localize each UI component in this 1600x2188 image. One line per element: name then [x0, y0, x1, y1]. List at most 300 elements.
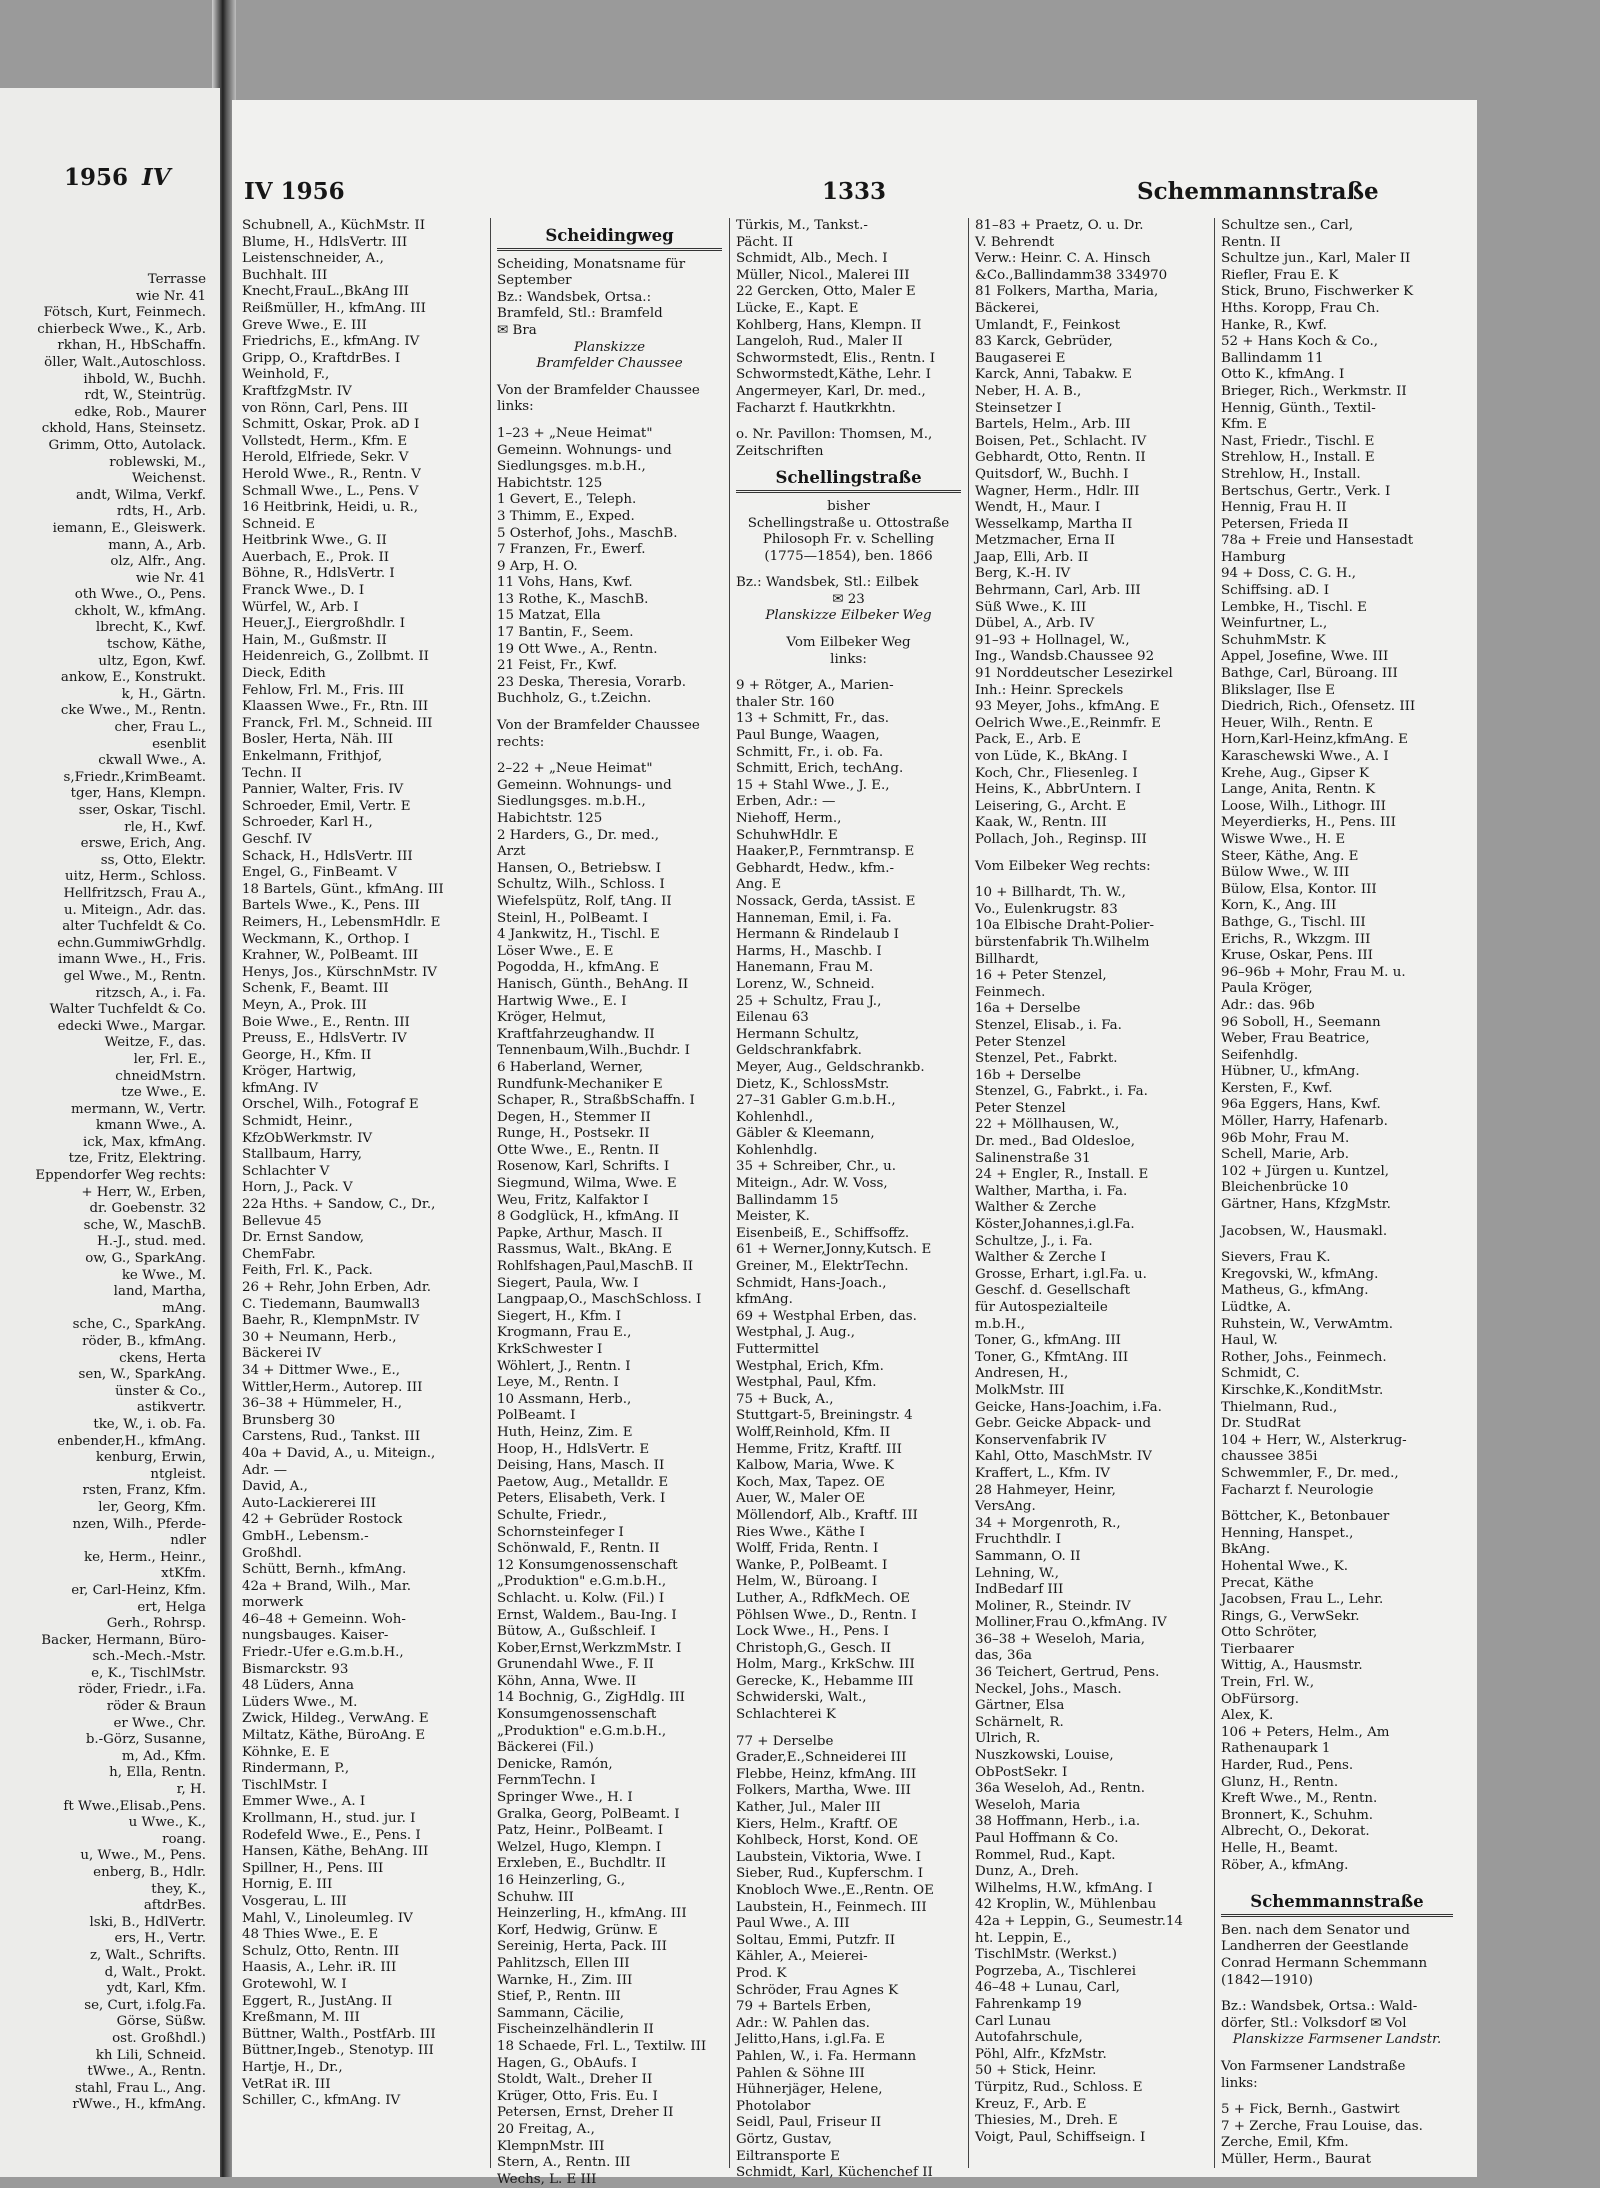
directory-entry: Hagen, G., ObAufs. I [497, 2055, 637, 2071]
directory-entry: rkhan, H., HbSchaffn. [57, 338, 206, 354]
directory-entry: 91–93 + Hollnagel, W., [975, 632, 1130, 648]
directory-entry: von Lüde, K., BkAng. I [975, 749, 1128, 764]
directory-entry: Haul, W. [1221, 1333, 1278, 1349]
directory-entry: 102 + Jürgen u. Kuntzel, [1221, 1163, 1390, 1179]
directory-entry: u, Wwe., M., Pens. [80, 1848, 206, 1864]
directory-entry: Sammann, Cäcilie, [497, 2005, 625, 2021]
directory-entry: Berg, K.-H. IV [975, 566, 1071, 582]
directory-entry: „Produktion" e.G.m.b.H., [497, 1723, 667, 1739]
directory-entry: SchuhmMstr. K [1221, 632, 1326, 648]
directory-entry: Bäckerei, [975, 300, 1040, 316]
directory-entry: Schultz, Wilh., Schloss. I [497, 877, 665, 893]
directory-entry: Röber, A., kfmAng. [1221, 1857, 1349, 1873]
directory-entry: Voigt, Paul, Schiffseign. I [975, 2129, 1146, 2145]
directory-entry: Westphal, Paul, Kfm. [736, 1375, 877, 1391]
directory-entry: wie Nr. 41 [135, 570, 206, 586]
directory-entry: 1 Gevert, E., Teleph. [497, 492, 637, 508]
directory-entry: Kähler, A., Meierei- [736, 1949, 868, 1965]
directory-entry: Meyer, Aug., Geldschrankb. [736, 1059, 925, 1075]
directory-entry: uitz, Herm., Schloss. [65, 869, 206, 885]
directory-entry: Geschf. d. Gesellschaft [975, 1283, 1130, 1299]
directory-entry: Schultze sen., Carl, [1221, 218, 1354, 233]
directory-entry: erswe, Erich, Ang. [80, 836, 206, 852]
directory-entry: Kersten, F., Kwf. [1221, 1080, 1333, 1096]
directory-entry: Hermann Schultz, [736, 1026, 860, 1042]
directory-entry: xtKfm. [161, 1566, 206, 1582]
directory-entry: Pöhlsen Wwe., D., Rentn. I [736, 1607, 917, 1623]
directory-entry: Bülow Wwe., W. III [1221, 865, 1350, 881]
directory-entry: Sammann, O. II [975, 1548, 1081, 1564]
directory-entry: Strehlow, H., Install. [1221, 466, 1361, 482]
directory-entry: Gerecke, K., Hebamme III [736, 1673, 914, 1689]
directory-entry: Friedrichs, E., kfmAng. IV [242, 334, 420, 350]
street-note: Philosoph Fr. v. Schelling [762, 532, 935, 548]
directory-entry: ht. Leppin, E., [975, 1930, 1072, 1946]
directory-entry: Schlachterei K [736, 1707, 836, 1723]
directory-entry: KlempnMstr. III [497, 2138, 605, 2154]
directory-entry: Gärtner, Elsa [975, 1698, 1065, 1714]
directory-entry: Oelrich Wwe.,E.,Reinmfr. E [975, 715, 1161, 731]
directory-entry: 83 Karck, Gebrüder, [975, 334, 1113, 350]
directory-entry: Vollstedt, Herm., Kfm. E [242, 433, 408, 449]
directory-entry: Petersen, Ernst, Dreher II [497, 2105, 674, 2121]
directory-entry: Adr.: das. 96b [1221, 997, 1315, 1013]
directory-entry: Bellevue 45 [242, 1213, 322, 1229]
directory-entry: Von Farmsener Landstraße [1221, 2058, 1406, 2074]
directory-entry: d, Walt., Prokt. [104, 1964, 206, 1980]
directory-entry: Kruse, Oskar, Pens. III [1221, 948, 1373, 964]
directory-entry: Stenzel, Pet., Fabrkt. [975, 1051, 1118, 1067]
directory-entry: Laubstein, Viktoria, Wwe. I [736, 1849, 922, 1865]
directory-entry: Gerh., Rohrsp. [106, 1616, 206, 1632]
directory-entry: öller, Walt.,Autoschloss. [44, 354, 206, 370]
directory-entry: Schneid. E [242, 516, 315, 532]
directory-entry: 79 + Bartels Erben, [736, 1999, 872, 2015]
directory-entry: 38 Hoffmann, Herb., i.a. [975, 1814, 1141, 1830]
directory-entry: k, H., Gärtn. [121, 686, 206, 702]
directory-entry: gel Wwe., M., Rentn. [63, 968, 206, 984]
directory-entry: Stallbaum, Harry, [242, 1147, 362, 1163]
directory-entry: Weu, Fritz, Kalfaktor I [497, 1192, 649, 1208]
directory-entry: 69 + Westphal Erben, das. [736, 1308, 917, 1324]
directory-entry: Riefler, Frau E. K [1221, 267, 1339, 283]
directory-entry: Molliner,Frau O.,kfmAng. IV [975, 1615, 1167, 1631]
directory-entry: kmann Wwe., A. [95, 1118, 206, 1134]
directory-entry: ow, G., SparkAng. [85, 1251, 206, 1267]
directory-entry: Miltatz, Käthe, BüroAng. E [242, 1728, 426, 1744]
directory-entry: tze Wwe., E. [121, 1085, 206, 1101]
directory-entry: Kreft Wwe., M., Rentn. [1221, 1791, 1378, 1807]
directory-entry: Westphal, J. Aug., [736, 1325, 856, 1341]
directory-entry: 21 Feist, Fr., Kwf. [497, 658, 618, 674]
directory-entry: Lücke, E., Kapt. E [736, 300, 859, 316]
directory-entry: Backer, Hermann, Büro- [41, 1632, 206, 1648]
directory-entry: 9 + Rötger, A., Marien- [736, 678, 894, 694]
directory-entry: Bartels Wwe., K., Pens. III [242, 898, 420, 914]
planskizze-note: Bramfelder Chaussee [536, 356, 683, 372]
right-page [232, 100, 1477, 2187]
directory-entry: Blikslager, Ilse E [1221, 682, 1335, 698]
directory-entry: Köhnke, E. E [242, 1744, 330, 1760]
directory-entry: Krüger, Otto, Fris. Eu. I [497, 2088, 658, 2104]
directory-entry: Gralka, Georg, PolBeamt. I [497, 1806, 680, 1822]
directory-entry: Orschel, Wilh., Fotograf E [242, 1097, 419, 1113]
column-2 [497, 218, 722, 2187]
directory-entry: Böttcher, K., Betonbauer [1221, 1509, 1390, 1525]
directory-entry: 13 Rothe, K., MaschB. [497, 591, 649, 607]
spacer [1221, 2092, 1453, 2102]
directory-entry: Geicke, Hans-Joachim, i.Fa. [975, 1399, 1162, 1415]
directory-entry: 42 + Gebrüder Rostock [242, 1512, 403, 1528]
planskizze-note: Planskizze Farmsener Landstr. [1232, 2032, 1442, 2048]
directory-entry: 8 Godglück, H., kfmAng. II [497, 1209, 679, 1225]
directory-entry: Karaschewski Wwe., A. I [1221, 749, 1389, 764]
directory-entry: Bathge, G., Tischl. III [1221, 914, 1366, 930]
directory-entry: ckens, Herta [119, 1350, 206, 1366]
directory-entry: s,Friedr.,KrimBeamt. [63, 769, 206, 785]
directory-entry: Nuszkowski, Louise, [975, 1748, 1114, 1764]
spacer [736, 417, 961, 427]
directory-entry: stahl, Frau L., Ang. [75, 2080, 206, 2096]
directory-entry: mermann, W., Vertr. [71, 1101, 206, 1117]
directory-entry: Jelitto,Hans, i.gl.Fa. E [736, 2032, 885, 2048]
column-4 [975, 218, 1207, 2168]
directory-entry: 93 Meyer, Johs., kfmAng. E [975, 699, 1160, 715]
directory-entry: Diedrich, Rich., Ofensetz. III [1221, 699, 1416, 715]
directory-entry: Pahlen, W., i. Fa. Hermann [736, 2048, 917, 2064]
directory-entry: oth Wwe., O., Pens. [74, 587, 206, 603]
directory-entry: Köhn, Anna, Wwe. II [497, 1673, 637, 1689]
directory-entry: tWwe., A., Rentn. [87, 2064, 206, 2080]
directory-entry: cher, Frau L., [114, 720, 206, 736]
directory-entry: Schwiderski, Walt., [736, 1690, 867, 1706]
directory-entry: Rindermann, P., [242, 1761, 350, 1777]
directory-entry: Dübel, A., Arb. IV [975, 616, 1095, 632]
directory-entry: KrkSchwester I [497, 1342, 603, 1357]
directory-entry: Kahl, Otto, MaschMstr. IV [975, 1449, 1152, 1465]
directory-entry: Petersen, Frieda II [1221, 516, 1349, 532]
spacer [736, 625, 961, 635]
directory-entry: sser, Oskar, Tischl. [78, 803, 206, 818]
directory-entry: 106 + Peters, Helm., Am [1221, 1724, 1390, 1740]
directory-entry: Spillner, H., Pens. III [242, 1860, 384, 1876]
directory-entry: Pahlen & Söhne III [736, 2065, 865, 2081]
directory-entry: Hansen, Käthe, BehAng. III [242, 1844, 429, 1860]
directory-entry: Weinfurtner, L., [1221, 616, 1328, 632]
directory-entry: Erben, Adr.: — [736, 794, 836, 810]
directory-entry: Steer, Käthe, Ang. E [1221, 848, 1359, 864]
spacer [497, 708, 722, 718]
directory-entry: ke Wwe., M. [121, 1267, 206, 1283]
directory-entry: Stoldt, Walt., Dreher II [497, 2072, 653, 2088]
directory-entry: Boie Wwe., E., Rentn. III [242, 1014, 410, 1030]
directory-entry: Bz.: Wandsbek, Ortsa.: Wald- [1221, 1999, 1418, 2015]
directory-entry: olz, Alfr., Ang. [110, 554, 206, 570]
directory-entry: Gemeinn. Wohnungs- und [497, 777, 672, 793]
directory-entry: Gebr. Geicke Abpack- und [975, 1416, 1152, 1432]
column-5 [1221, 218, 1453, 2168]
directory-entry: „Produktion" e.G.m.b.H., [497, 1574, 667, 1590]
directory-entry: Bronnert, K., Schuhm. [1221, 1807, 1374, 1823]
directory-entry: Rodefeld Wwe., E., Pens. I [242, 1827, 421, 1843]
directory-entry: Schroeder, Emil, Vertr. E [242, 798, 411, 814]
directory-entry: Schmidt, Alb., Mech. I [736, 251, 888, 267]
directory-entry: Möllendorf, Alb., Kraftf. III [736, 1507, 918, 1523]
directory-entry: Bäckerei IV [242, 1346, 322, 1362]
directory-entry: Rathenaupark 1 [1221, 1741, 1331, 1757]
directory-entry: Enkelmann, Frithjof, [242, 749, 383, 764]
directory-entry: Grotewohl, W. I [242, 1976, 347, 1992]
directory-entry: Eggert, R., JustAng. II [242, 1993, 393, 2009]
directory-entry: r, H. [176, 1782, 206, 1798]
directory-entry: Grimm, Otto, Autolack. [48, 437, 206, 453]
directory-entry: Trein, Frl. W., [1221, 1675, 1315, 1691]
directory-entry: 34 + Dittmer Wwe., E., [242, 1362, 401, 1378]
directory-entry: Feith, Frl. K., Pack. [242, 1263, 373, 1279]
directory-entry: Ang. E [736, 877, 782, 893]
directory-entry: KraftfzgMstr. IV [242, 383, 352, 399]
directory-entry: ert, Helga [137, 1599, 206, 1615]
directory-entry: 19 Ott Wwe., A., Rentn. [497, 641, 658, 657]
directory-entry: Büttner,Ingeb., Stenotyp. III [242, 2043, 434, 2059]
directory-entry: Knecht,FrauL.,BkAng III [242, 284, 409, 300]
directory-entry: Krahner, W., PolBeamt. III [242, 948, 419, 964]
directory-entry: Rohlfshagen,Paul,MaschB. II [497, 1259, 694, 1275]
spacer [1221, 1240, 1453, 1250]
directory-entry: Walther & Zerche I [975, 1250, 1106, 1266]
directory-entry: Loose, Wilh., Lithogr. III [1221, 798, 1386, 814]
directory-entry: 15 Matzat, Ella [497, 608, 601, 624]
directory-entry: ünster & Co., [115, 1383, 206, 1399]
directory-entry: Meyn, A., Prok. III [242, 997, 367, 1013]
directory-entry: 30 + Neumann, Herb., [242, 1329, 397, 1345]
directory-entry: Bütow, A., Gußschleif. I [497, 1624, 656, 1640]
directory-entry: Preuss, E., HdlsVertr. IV [242, 1031, 407, 1047]
directory-entry: Bathge, Carl, Büroang. III [1221, 666, 1398, 682]
directory-entry: Schönwald, F., Rentn. II [497, 1541, 660, 1557]
directory-entry: H.-J., stud. med. [97, 1234, 206, 1250]
directory-entry: Weckmann, K., Orthop. I [242, 931, 410, 947]
directory-entry: astikvertr. [136, 1400, 206, 1416]
directory-entry: Horn,Karl-Heinz,kfmAng. E [1221, 732, 1408, 748]
directory-entry: Grosse, Erhart, i.gl.Fa. u. [975, 1266, 1147, 1282]
directory-entry: Schmidt, Heinr., [242, 1114, 353, 1130]
directory-entry: Langeloh, Rud., Maler II [736, 334, 903, 350]
directory-entry: Kober,Ernst,WerkzmMstr. I [497, 1640, 682, 1656]
directory-entry: Rommel, Rud., Kapt. [975, 1847, 1116, 1863]
directory-entry: thaler Str. 160 [736, 694, 835, 710]
directory-entry: Weinhold, F., [242, 367, 330, 383]
directory-entry: Hanisch, Günth., BehAng. II [497, 976, 689, 992]
directory-entry: Degen, H., Stemmer II [497, 1109, 651, 1125]
directory-entry: Schiffsing. aD. I [1221, 583, 1330, 599]
directory-entry: Horn, J., Pack. V [242, 1180, 353, 1196]
directory-entry: Haasis, A., Lehr. iR. III [242, 1960, 397, 1976]
directory-entry: 81 Folkers, Martha, Maria, [975, 284, 1159, 300]
directory-entry: Wolff,Reinhold, Kfm. II [736, 1424, 891, 1440]
directory-entry: morwerk [242, 1595, 304, 1611]
directory-entry: Schuhw. III [497, 1889, 574, 1905]
directory-entry: 16 + Peter Stenzel, [975, 968, 1107, 984]
directory-entry: Weseloh, Maria [975, 1797, 1081, 1813]
running-header-street: Schemmannstraße [1137, 178, 1379, 205]
directory-entry: Lüders Wwe., M. [242, 1694, 358, 1710]
directory-entry: ndler [170, 1533, 206, 1549]
directory-entry: Dietz, K., SchlossMstr. [736, 1076, 890, 1092]
directory-entry: Kraffert, L., Kfm. IV [975, 1465, 1110, 1481]
directory-entry: Prod. K [736, 1965, 787, 1981]
directory-entry: Bleichenbrücke 10 [1221, 1180, 1349, 1196]
directory-entry: Hennig, Frau H. II [1221, 500, 1347, 516]
directory-entry: rsten, Franz, Kfm. [82, 1483, 206, 1499]
directory-entry: Buchholz, G., t.Zeichn. [497, 691, 652, 707]
directory-entry: 36a Weseloh, Ad., Rentn. [975, 1781, 1146, 1797]
directory-entry: Ruhstein, W., VerwAmtm. [1221, 1316, 1394, 1332]
directory-entry: Wolff, Frida, Rentn. I [736, 1541, 879, 1557]
directory-entry: rWwe., H., kfmAng. [72, 2097, 206, 2113]
directory-entry: rdt, W., Steintrüg. [84, 388, 206, 404]
directory-entry: Auto-Lackiererei III [242, 1495, 377, 1511]
directory-entry: Heitbrink Wwe., G. II [242, 533, 387, 549]
directory-entry: Steinl, H., PolBeamt. I [497, 910, 649, 926]
directory-entry: Pahlitzsch, Ellen III [497, 1955, 630, 1971]
directory-entry: Möller, Harry, Hafenarb. [1221, 1114, 1388, 1130]
directory-entry: 81–83 + Praetz, O. u. Dr. [975, 218, 1144, 233]
directory-entry: Schubnell, A., KüchMstr. II [242, 218, 426, 233]
directory-entry: Kfm. E [1221, 417, 1267, 433]
directory-entry: tze, Fritz, Elektring. [68, 1151, 206, 1167]
directory-entry: 14 Bochnig, G., ZigHdlg. III [497, 1690, 685, 1706]
directory-entry: ost. Großhdl.) [112, 2030, 206, 2046]
directory-entry: imann Wwe., H., Fris. [58, 952, 206, 968]
directory-entry: Geldschrankfabrk. [736, 1043, 862, 1059]
directory-entry: Holm, Marg., KrkSchw. III [736, 1657, 915, 1673]
directory-entry: Wiswe Wwe., H. E [1221, 831, 1346, 847]
directory-entry: Thielmann, Rud., [1221, 1399, 1338, 1415]
directory-entry: Ulrich, R. [975, 1731, 1041, 1747]
directory-entry: Schaper, R., StraßbSchaffn. I [497, 1093, 695, 1109]
directory-entry: 36–38 + Weseloh, Maria, [975, 1631, 1145, 1647]
spacer [736, 668, 961, 678]
directory-entry: Herold, Elfriede, Sekr. V [242, 450, 409, 466]
directory-entry: Schärnelt, R. [975, 1714, 1064, 1730]
directory-entry: Korn, K., Ang. III [1221, 898, 1337, 914]
directory-entry: Hellfritzsch, Frau A., [63, 885, 206, 901]
directory-entry: MolkMstr. III [975, 1382, 1065, 1398]
directory-entry: Rundfunk-Mechaniker E [497, 1076, 663, 1092]
directory-entry: Albrecht, O., Dekorat. [1221, 1824, 1370, 1840]
directory-entry: Eppendorfer Weg rechts: [35, 1168, 206, 1184]
directory-entry: Rosenow, Karl, Schrifts. I [497, 1159, 670, 1175]
directory-entry: land, Martha, [113, 1284, 206, 1300]
directory-entry: Buchhalt. III [242, 267, 328, 283]
directory-entry: Appel, Josefine, Wwe. III [1221, 649, 1389, 665]
directory-entry: 46–48 + Lunau, Carl, [975, 1980, 1120, 1996]
directory-entry: Dunz, A., Dreh. [975, 1864, 1079, 1880]
directory-entry: 50 + Stick, Heinr. [975, 2063, 1097, 2079]
street-note: ✉ 23 [832, 591, 865, 607]
directory-entry: Hamburg [1221, 549, 1286, 565]
directory-entry: Denicke, Ramón, [497, 1756, 613, 1772]
directory-entry: 22 + Möllhausen, W., [975, 1117, 1120, 1133]
directory-entry: 10 + Billhardt, Th. W., [975, 885, 1126, 901]
directory-entry: Otto K., kfmAng. I [1221, 367, 1345, 383]
directory-entry: röder, B., kfmAng. [82, 1334, 206, 1349]
directory-entry: Müller, Herm., Baurat [1221, 2151, 1371, 2167]
directory-entry: mAng. [162, 1300, 206, 1316]
directory-entry: z, Walt., Schrifts. [89, 1947, 206, 1963]
directory-entry: tger, Hans, Klempn. [70, 786, 206, 802]
directory-entry: Metzmacher, Erna II [975, 533, 1115, 549]
directory-entry: Walther, Martha, i. Fa. [975, 1183, 1128, 1199]
directory-entry: er, Carl-Heinz, Kfm. [71, 1582, 206, 1598]
directory-entry: Knobloch Wwe.,E.,Rentn. OE [736, 1883, 934, 1898]
directory-entry: ChemFabr. [242, 1246, 316, 1262]
directory-entry: Wittig, A., Hausmstr. [1221, 1658, 1363, 1674]
directory-entry: ke, Herm., Heinr., [84, 1549, 206, 1565]
directory-entry: Rother, Johs., Feinmech. [1221, 1349, 1387, 1365]
directory-entry: ckholt, W., kfmAng. [74, 603, 206, 619]
directory-entry: ss, Otto, Elektr. [100, 852, 206, 868]
directory-entry: Lock Wwe., H., Pens. I [736, 1624, 889, 1640]
street-note: (1775—1854), ben. 1866 [764, 548, 933, 564]
directory-entry: TischlMstr. (Werkst.) [975, 1947, 1117, 1963]
directory-entry: für Autospezialteile [975, 1300, 1108, 1315]
directory-entry: September [497, 273, 572, 289]
directory-entry: Hemme, Fritz, Kraftf. III [736, 1441, 902, 1457]
directory-entry: Hohental Wwe., K. [1221, 1558, 1348, 1574]
directory-entry: edke, Rob., Maurer [74, 404, 206, 420]
directory-entry: Geschf. IV [242, 831, 312, 847]
directory-entry: ✉ Bra [497, 322, 537, 338]
directory-entry: enbender,H., kfmAng. [57, 1433, 206, 1449]
directory-entry: Vo., Eulenkrugstr. 83 [975, 901, 1118, 917]
directory-entry: Zerche, Emil, Kfm. [1221, 2135, 1349, 2151]
directory-entry: they, K., [151, 1881, 206, 1897]
directory-entry: Vosgerau, L. III [242, 1893, 347, 1909]
directory-entry: Lüdtke, A. [1221, 1300, 1291, 1315]
column-divider [1214, 218, 1215, 2168]
directory-entry: Pogodda, H., kfmAng. E [497, 960, 660, 976]
directory-entry: BkAng. [1221, 1542, 1271, 1558]
directory-entry: Hennig, Günth., Textil- [1221, 400, 1376, 416]
directory-entry: links: [497, 399, 534, 415]
directory-entry: Heins, K., AbbrUntern. I [975, 782, 1141, 798]
directory-entry: Bramfeld, Stl.: Bramfeld [497, 306, 663, 322]
directory-entry: Böhne, R., HdlsVertr. I [242, 566, 395, 582]
directory-entry: Schmall Wwe., L., Pens. V [242, 483, 419, 499]
directory-entry: SchuhwHdlr. E [736, 827, 838, 843]
directory-entry: Meister, K. [736, 1209, 810, 1225]
directory-entry: Angermeyer, Karl, Dr. med., [736, 383, 926, 399]
directory-entry: Neckel, Johs., Masch. [975, 1681, 1122, 1697]
directory-entry: Tennenbaum,Wilh.,Buchdr. I [497, 1043, 690, 1059]
directory-entry: tke, W., i. ob. Fa. [93, 1416, 206, 1432]
directory-entry: 13 + Schmitt, Fr., das. [736, 711, 889, 727]
directory-entry: esenblit [152, 736, 206, 752]
directory-entry: Hermann & Rindelaub I [736, 927, 899, 943]
directory-entry: sche, C., SparkAng. [72, 1317, 206, 1333]
directory-entry: Weitze, F., das. [104, 1035, 206, 1051]
directory-entry: Deising, Hans, Masch. II [497, 1458, 665, 1474]
directory-entry: 48 Thies Wwe., E. E [242, 1927, 379, 1943]
directory-entry: Pogrzeba, A., Tischlerei [975, 1963, 1137, 1979]
directory-entry: Auer, W., Maler OE [736, 1491, 866, 1507]
directory-entry: Baehr, R., KlempnMstr. IV [242, 1313, 420, 1329]
directory-entry: Autofahrschule, [975, 2030, 1083, 2046]
spacer [1221, 1874, 1453, 1884]
directory-entry: Karck, Anni, Tabakw. E [975, 367, 1132, 383]
